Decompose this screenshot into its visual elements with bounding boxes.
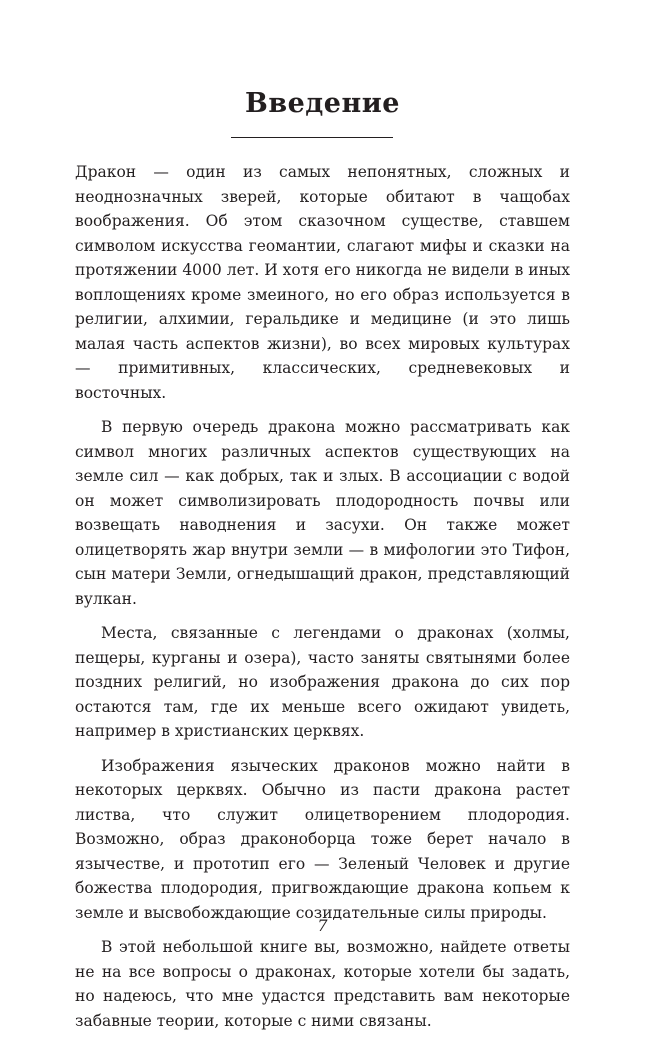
paragraph-4: Изображения языческих драконов можно найти в некоторых церквях. Обычно из пасти дракона растет листва, что служит олицетворением плодородия. Возможно, образ драконоборца тоже берет начало в язычестве, и прототип его — Зеленый Человек и другие божества плодородия, пригвождающие дракона копьем к земле и высвобождающие созидательные силы природы. xyxy=(75,756,570,922)
chapter-title: Введение xyxy=(245,88,400,119)
paragraph-5: В этой небольшой книге вы, возможно, найдете ответы не на все вопросы о драконах, которые хотели бы задать, но надеюсь, что мне удастся представить вам некоторые забавные теории, которые с ними связаны. xyxy=(75,938,570,1030)
paragraph-1: Дракон — один из самых непонятных, сложных и неоднозначных зверей, которые обитают в чащобах воображения. Об этом сказочном существе, ставшем символом искусства геомантии, слагают мифы и сказки на протяжении 4000 лет. И хотя его никогда не видели в иных воплощениях кроме змеиного, но его образ используется в религии, алхимии, геральдике и медицине (и это лишь малая часть аспектов жизни), во всех мировых культурах — примитивных, классических, средневековых и восточных. xyxy=(75,163,570,402)
paragraph-2: В первую очередь дракона можно рассматривать как символ многих различных аспектов существующих на земле сил — как добрых, так и злых. В ассоциации с водой он может символизировать плодородность почвы или возвещать наводнения и засухи. Он также может олицетворять жар внутри земли — в мифологии это Тифон, сын матери Земли, огнедышащий дракон, представляющий вулкан. xyxy=(75,418,570,608)
paragraph-3: Места, связанные с легендами о драконах (холмы, пещеры, курганы и озера), часто заняты святынями более поздних религий, но изображения дракона до сих пор остаются там, где их меньше всего ожидают увидеть, например в христианских церквях. xyxy=(75,624,570,740)
title-divider xyxy=(231,137,393,138)
page-number: 7 xyxy=(317,916,328,935)
chapter-body xyxy=(75,160,570,1043)
